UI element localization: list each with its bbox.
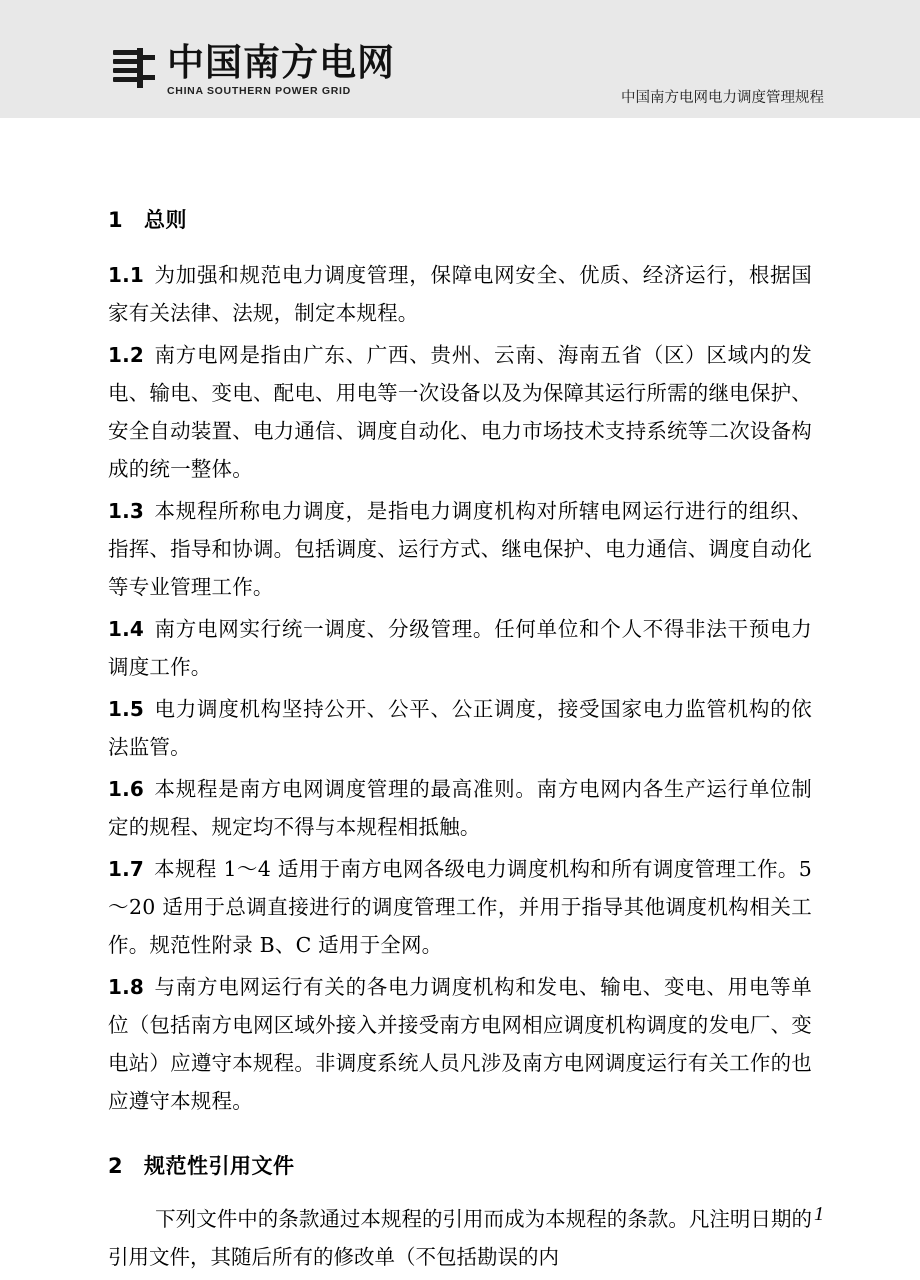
section-title-2: 规范性引用文件 (144, 1154, 295, 1178)
company-logo (113, 41, 395, 97)
clause-number: 1.1 (108, 263, 145, 287)
document-body (0, 118, 920, 1276)
clause-number: 1.5 (108, 697, 145, 721)
section-heading-2 (108, 1150, 812, 1180)
section-number-1: 1 (108, 208, 124, 232)
clause-1-8 (108, 968, 812, 1120)
section-title-1: 总则 (144, 208, 187, 232)
clause-text: 本规程所称电力调度，是指电力调度机构对所辖电网运行进行的组织、指挥、指导和协调。包括调度、运行方式、继电保护、电力通信、调度自动化等专业管理工作。 (108, 499, 812, 599)
clause-number: 1.4 (108, 617, 145, 641)
clause-1-3 (108, 492, 812, 606)
clause-text: 本规程 1～4 适用于南方电网各级电力调度机构和所有调度管理工作。5～20 适用于总调直接进行的调度管理工作，并用于指导其他调度机构相关工作。规范性附录 B、C 适用于全网。 (108, 857, 812, 957)
southern-power-grid-logo-icon (113, 48, 155, 88)
clause-number: 1.7 (108, 857, 145, 881)
page-header-band (0, 0, 920, 118)
section-2-paragraph-1: 下列文件中的条款通过本规程的引用而成为本规程的条款。凡注明日期的引用文件，其随后所有的修改单（不包括勘误的内 (108, 1207, 812, 1269)
clause-text: 本规程是南方电网调度管理的最高准则。南方电网内各生产运行单位制定的规程、规定均不得与本规程相抵触。 (108, 777, 812, 839)
clause-1-2 (108, 336, 812, 488)
clause-text: 南方电网实行统一调度、分级管理。任何单位和个人不得非法干预电力调度工作。 (108, 617, 812, 679)
section-heading-1 (108, 204, 812, 234)
section-number-2: 2 (108, 1154, 124, 1178)
clause-1-6 (108, 770, 812, 846)
clause-1-1 (108, 256, 812, 332)
clause-text: 电力调度机构坚持公开、公平、公正调度，接受国家电力监管机构的依法监管。 (108, 697, 812, 759)
clause-text: 为加强和规范电力调度管理，保障电网安全、优质、经济运行，根据国家有关法律、法规，制定本规程。 (108, 263, 812, 325)
logo-chinese-name: 中国南方电网 (167, 41, 395, 84)
clause-number: 1.2 (108, 343, 145, 367)
running-title: 中国南方电网电力调度管理规程 (621, 90, 824, 106)
text-column (108, 118, 812, 1276)
clause-number: 1.6 (108, 777, 145, 801)
clause-1-5 (108, 690, 812, 766)
clause-1-7 (108, 850, 812, 964)
logo-english-name: CHINA SOUTHERN POWER GRID (167, 85, 351, 97)
clause-number: 1.3 (108, 499, 145, 523)
clause-1-4 (108, 610, 812, 686)
page-number: 1 (814, 1203, 824, 1225)
clause-text: 与南方电网运行有关的各电力调度机构和发电、输电、变电、用电等单位（包括南方电网区域外接入并接受南方电网相应调度机构调度的发电厂、变电站）应遵守本规程。非调度系统人员凡涉及南方电网调度运行有关工作的也应遵守本规程。 (108, 975, 812, 1113)
clause-number: 1.8 (108, 975, 145, 999)
clause-text: 南方电网是指由广东、广西、贵州、云南、海南五省（区）区域内的发电、输电、变电、配电、用电等一次设备以及为保障其运行所需的继电保护、安全自动装置、电力通信、调度自动化、电力市场技术支持系统等二次设备构成的统一整体。 (108, 343, 812, 481)
